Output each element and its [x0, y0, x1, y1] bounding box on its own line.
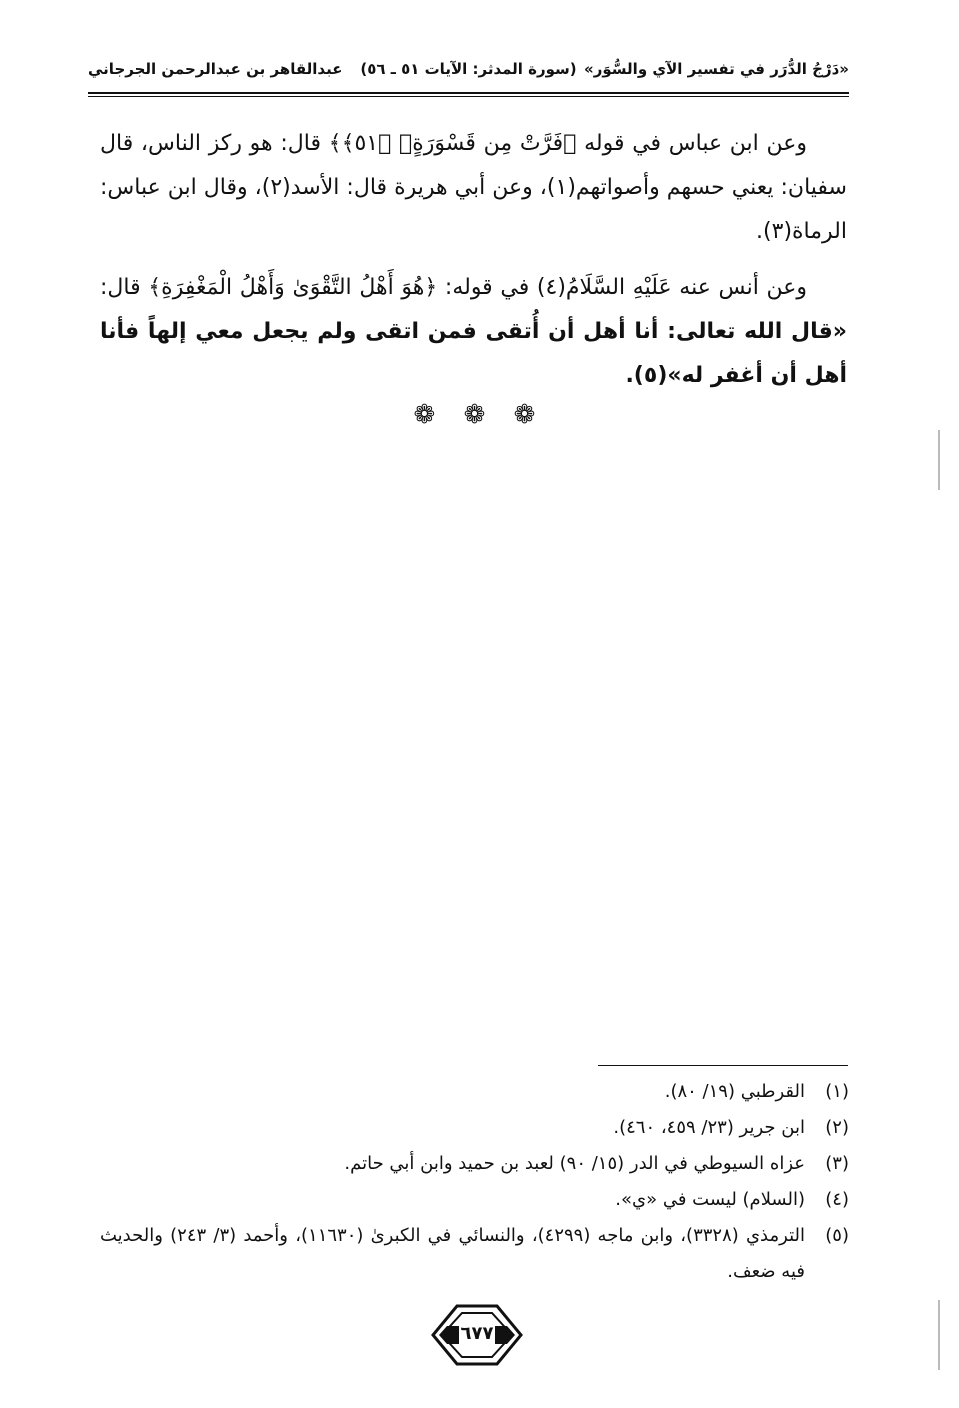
footnote-text: القرطبي (١٩/ ٨٠).	[664, 1081, 805, 1102]
footnote	[100, 1146, 849, 1182]
page-number: ٦٧٧	[460, 1323, 494, 1344]
footnotes	[100, 1074, 849, 1290]
scan-edge-mark	[938, 430, 940, 490]
header-rule-thin	[88, 96, 849, 97]
section-title: (سورة المدثر: الآيات ٥١ ـ ٥٦)	[360, 60, 577, 78]
running-header	[88, 52, 849, 92]
section-divider-ornaments: ❁ ❁ ❁	[413, 400, 546, 430]
footnote-rule	[598, 1065, 848, 1066]
paragraph-2	[100, 266, 847, 398]
footnote	[100, 1074, 849, 1110]
paragraph-2-intro: وعن أنس عنه عَلَيْهِ السَّلَامُ(٤) في قوله: ﴿هُوَ أَهْلُ التَّقْوَىٰ وَأَهْلُ الْمَغْفِرَةِ﴾ قال:	[100, 275, 807, 300]
footnote-text: الترمذي (٣٣٢٨)، وابن ماجه (٤٢٩٩)، والنسائي في الكبرىٰ (١١٦٣٠)، وأحمد (٣/ ٢٤٣) والحديث فيه ضعف.	[100, 1225, 805, 1282]
footnote-number: (١)	[825, 1081, 849, 1102]
footnote-number: (٣)	[825, 1153, 849, 1174]
footnote	[100, 1110, 849, 1146]
footnote	[100, 1182, 849, 1218]
footnote-number: (٤)	[825, 1189, 849, 1210]
footnote-text: (السلام) ليست في «ي».	[615, 1189, 805, 1210]
footnote	[100, 1218, 849, 1290]
hadith-quote: «قال الله تعالى: أنا أهل أن أُتقى فمن اتقى ولم يجعل معي إلهاً فأنا أهل أن أغفر له»(٥).	[100, 319, 847, 388]
paragraph-1: وعن ابن عباس في قوله ﴿فَرَّتْ مِن قَسْوَرَةٍۭ ﴿٥١﴾﴾ قال: هو ركز الناس، قال سفيان: يعني حسهم وأصواتهم(١)، وعن أبي هريرة قال: الأسد(٢)، وقال ابن عباس: الرماة(٣).	[100, 131, 847, 244]
scan-edge-mark	[938, 1300, 940, 1370]
footnote-text: عزاه السيوطي في الدر (١٥/ ٩٠) لعبد بن حميد وابن أبي حاتم.	[344, 1153, 805, 1174]
main-text	[100, 122, 847, 410]
header-rule	[88, 92, 849, 94]
footnote-text: ابن جرير (٢٣/ ٤٥٩، ٤٦٠).	[613, 1117, 805, 1138]
footnote-number: (٢)	[825, 1117, 849, 1138]
book-title: «دَرْجُ الدُّرَر في تفسير الآي والسُّوَر»	[584, 60, 849, 78]
author-name: عبدالقاهر بن عبدالرحمن الجرجاني	[88, 60, 343, 78]
page-number-ornament	[429, 1302, 525, 1368]
footnote-number: (٥)	[825, 1225, 849, 1246]
